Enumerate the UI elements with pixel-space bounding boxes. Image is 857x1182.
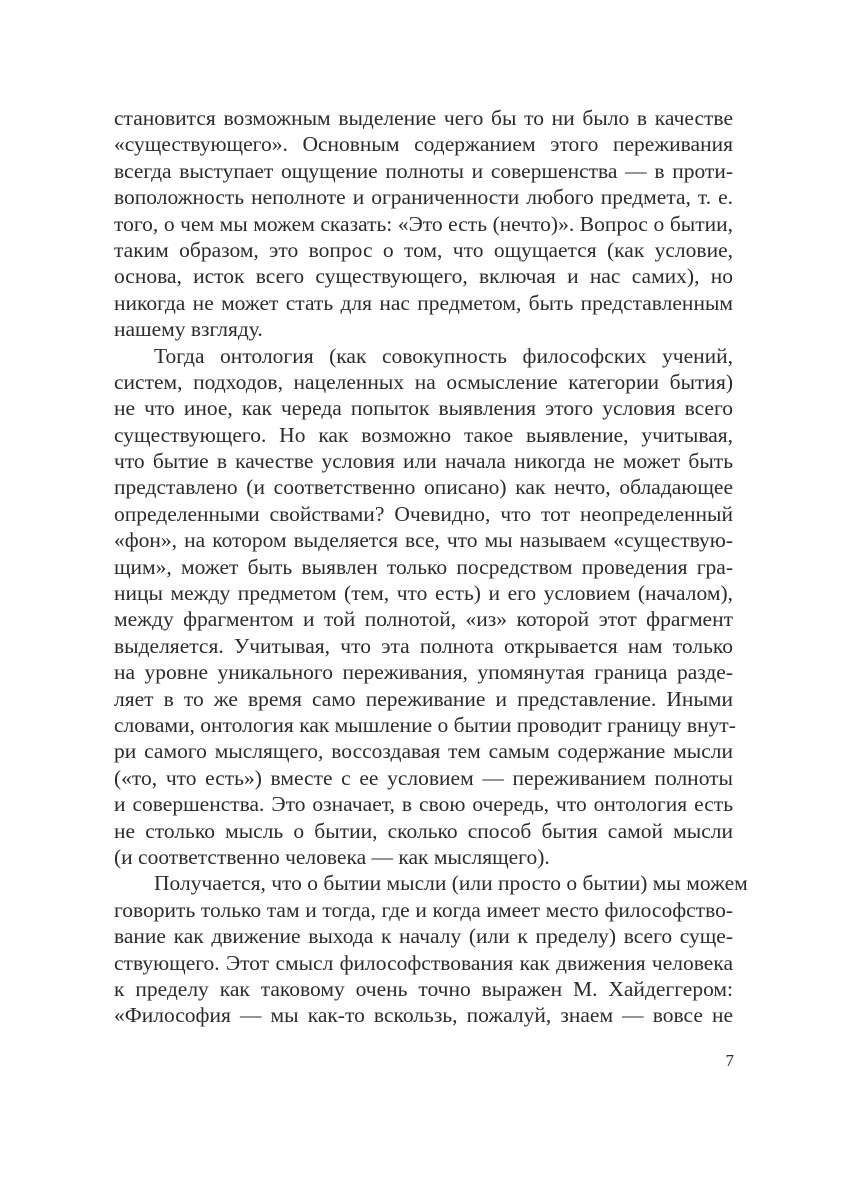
text-line: к пределу как таковому очень точно выражен М. Хайдеггером: — [114, 976, 733, 1001]
text-line: словами, онтология как мышление о бытии проводит границу внут- — [114, 712, 736, 737]
text-line: «существующего». Основным содержанием этого переживания — [114, 132, 733, 157]
text-line: нашему взгляду. — [114, 317, 263, 342]
text-line: систем, подходов, нацеленных на осмысление категории бытия) — [114, 369, 733, 394]
text-line: становится возможным выделение чего бы то ни было в качестве — [114, 106, 733, 130]
text-line: «фон», на котором выделяется все, что мы называем «существую- — [114, 528, 733, 553]
text-line: ляет в то же время само переживание и представление. Иными — [114, 686, 733, 711]
body-text — [114, 105, 748, 1029]
text-line: ницы между предметом (тем, что есть) и его условием (началом), — [114, 581, 733, 606]
text-line: Тогда онтология (как совокупность философских учений, — [154, 343, 733, 368]
text-line: представлено (и соответственно описано) как нечто, обладающее — [114, 475, 733, 500]
text-line: не столько мысль о бытии, сколько способ бытия самой мысли — [114, 818, 733, 843]
text-line: таким образом, это вопрос о том, что ощущается (как условие, — [114, 237, 733, 262]
text-line: на уровне уникального переживания, упомянутая граница разде- — [114, 660, 733, 685]
text-line: воположность неполноте и ограниченности любого предмета, т. е. — [114, 185, 733, 210]
text-line: (и соответственно человека — как мыслящего). — [114, 844, 550, 869]
text-line: не что иное, как череда попыток выявления этого условия всего — [114, 396, 733, 421]
text-line: ствующего. Этот смысл философствования как движения человека — [114, 950, 733, 975]
text-line: щим», может быть выявлен только посредством проведения гра- — [114, 554, 733, 579]
text-line: что бытие в качестве условия или начала никогда не может быть — [114, 449, 733, 474]
text-line: того, о чем мы можем сказать: «Это есть (нечто)». Вопрос о бытии, — [114, 211, 733, 236]
page-number: 7 — [725, 1051, 734, 1070]
text-line: вание как движение выхода к началу (или к пределу) всего суще- — [114, 924, 733, 949]
text-line: Получается, что о бытии мысли (или просто о бытии) мы можем — [154, 871, 748, 896]
text-line: существующего. Но как возможно такое выявление, учитывая, — [114, 422, 733, 447]
text-line: между фрагментом и той полнотой, «из» которой этот фрагмент — [114, 607, 733, 632]
text-line: никогда не может стать для нас предметом, быть представленным — [114, 290, 733, 315]
text-line: выделяется. Учитывая, что эта полнота открывается нам только — [114, 633, 733, 658]
text-line: («то, что есть») вместе с ее условием — переживанием полноты — [114, 765, 733, 790]
text-line: и совершенства. Это означает, в свою очередь, что онтология есть — [114, 792, 733, 817]
text-line: говорить только там и тогда, где и когда имеет место философство- — [114, 897, 733, 922]
text-line: определенными свойствами? Очевидно, что тот неопределенный — [114, 501, 733, 526]
text-line: всегда выступает ощущение полноты и совершенства — в проти- — [114, 158, 733, 183]
text-line: ри самого мыслящего, воссоздавая тем самым содержание мысли — [114, 739, 733, 764]
text-line: «Философия — мы как-то вскользь, пожалуй, знаем — вовсе не — [114, 1003, 733, 1028]
text-line: основа, исток всего существующего, включая и нас самих), но — [114, 264, 733, 289]
